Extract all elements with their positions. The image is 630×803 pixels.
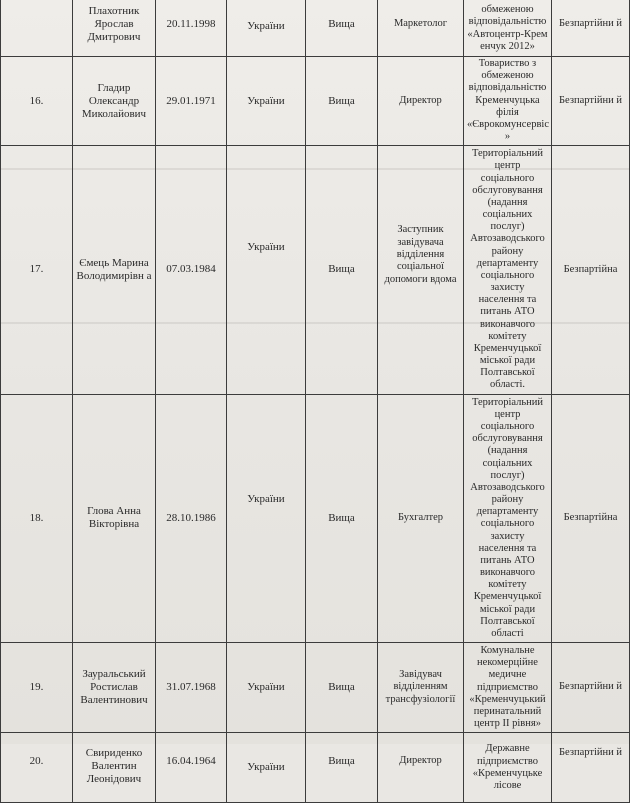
table-row	[1, 733, 630, 803]
education: Вища	[306, 643, 378, 733]
row-number: 16.	[1, 57, 73, 146]
education: Вища	[306, 0, 378, 57]
table-row	[1, 57, 630, 146]
table-row	[1, 643, 630, 733]
citizenship: України	[227, 733, 306, 803]
birth-date: 20.11.1998	[156, 0, 227, 57]
birth-date: 07.03.1984	[156, 146, 227, 394]
party-affiliation: Безпартійни й	[552, 57, 630, 146]
table-row	[1, 0, 630, 57]
position: Директор	[378, 733, 464, 803]
position: Маркетолог	[378, 0, 464, 57]
row-number: 17.	[1, 146, 73, 394]
row-number: 20.	[1, 733, 73, 803]
row-number: 19.	[1, 643, 73, 733]
party-affiliation: Безпартійна	[552, 394, 630, 642]
education: Вища	[306, 394, 378, 642]
party-affiliation: Безпартійни й	[552, 643, 630, 733]
full-name: Ємець Марина Володимирівн а	[73, 146, 156, 394]
education: Вища	[306, 733, 378, 803]
citizenship: України	[227, 146, 306, 394]
full-name: Зауральський Ростислав Валентинович	[73, 643, 156, 733]
citizenship: України	[227, 57, 306, 146]
workplace: Товариство з обмеженою відповідальністю Кременчуцька філія «Єврокомунсервіс »	[464, 57, 552, 146]
table-row	[1, 146, 630, 394]
row-number: 18.	[1, 394, 73, 642]
position: Завідувач відділенням трансфузіології	[378, 643, 464, 733]
full-name: Плахотник Ярослав Дмитрович	[73, 0, 156, 57]
workplace: Комунальне некомерційне медичне підприємство «Кременчуцький перинатальний центр ІІ рівня»	[464, 643, 552, 733]
birth-date: 28.10.1986	[156, 394, 227, 642]
citizenship: України	[227, 394, 306, 642]
birth-date: 31.07.1968	[156, 643, 227, 733]
table-row	[1, 394, 630, 642]
birth-date: 16.04.1964	[156, 733, 227, 803]
citizenship: України	[227, 643, 306, 733]
workplace: Державне підприємство «Кременчуцьке лісове	[464, 733, 552, 803]
workplace: Територіальний центр соціального обслуговування (надання соціальних послуг) Автозаводського району департаменту соціального захисту населення та питань АТО виконавчого комітету Кременчуцької міської ради Полтавської області.	[464, 146, 552, 394]
full-name: Свириденко Валентин Леонідович	[73, 733, 156, 803]
party-affiliation: Безпартійни й	[552, 733, 630, 803]
party-affiliation: Безпартійни й	[552, 0, 630, 57]
full-name: Гладир Олександр Миколайович	[73, 57, 156, 146]
education: Вища	[306, 146, 378, 394]
citizenship: України	[227, 0, 306, 57]
birth-date: 29.01.1971	[156, 57, 227, 146]
position: Бухгалтер	[378, 394, 464, 642]
workplace: Територіальний центр соціального обслуговування (надання соціальних послуг) Автозаводського району департаменту соціального захисту населення та питань АТО виконавчого комітету Кременчуцької міської ради Полтавської області	[464, 394, 552, 642]
workplace: обмеженою відповідальністю «Автоцентр-Крем енчук 2012»	[464, 0, 552, 57]
education: Вища	[306, 57, 378, 146]
party-affiliation: Безпартійна	[552, 146, 630, 394]
position: Заступник завідувача відділення соціальної допомоги вдома	[378, 146, 464, 394]
row-number	[1, 0, 73, 57]
full-name: Глова Анна Вікторівна	[73, 394, 156, 642]
position: Директор	[378, 57, 464, 146]
